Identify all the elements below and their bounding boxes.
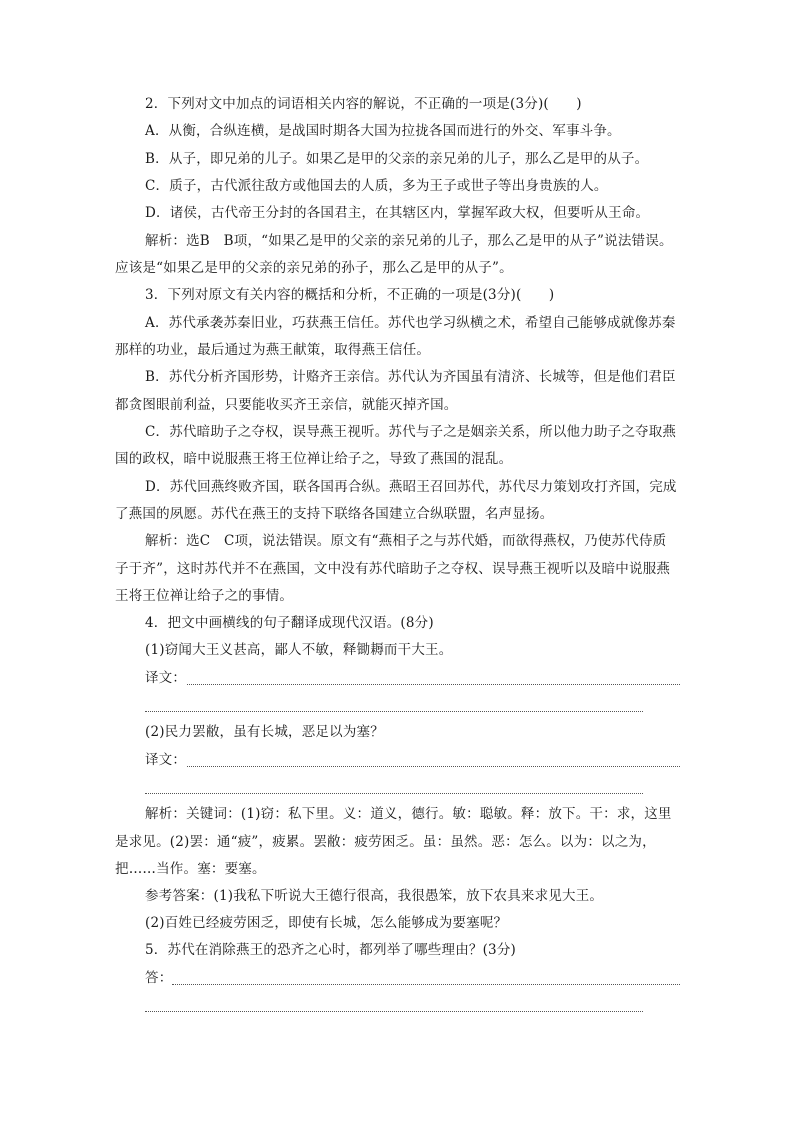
- q4-answer-line-1b[interactable]: [145, 711, 643, 712]
- q2-stem: 2．下列对文中加点的词语相关内容的解说，不正确的一项是(3分)( ): [145, 96, 582, 112]
- q3-analysis-line-1: 解析：选C C项，说法错误。原文有“燕相子之与苏代婚，而欲得燕权，乃使苏代侍质: [145, 533, 667, 549]
- q3-option-c-line-1: C．苏代暗助子之夺权，误导燕王视听。苏代与子之是姻亲关系，所以他力助子之夺取燕: [145, 424, 677, 440]
- q2-analysis-line-2: 应该是“如果乙是甲的父亲的亲兄弟的孙子，那么乙是甲的从子”。: [115, 260, 513, 276]
- q5-answer-label: 答：: [145, 970, 173, 986]
- q3-stem: 3．下列对原文有关内容的概括和分析，不正确的一项是(3分)( ): [145, 287, 555, 303]
- q2-analysis-line-1: 解析：选B B项，“如果乙是甲的父亲的亲兄弟的儿子，那么乙是甲的从子”说法错误。: [145, 233, 673, 249]
- q4-analysis-line-2: 是求见。(2)罢：通“疲”，疲累。罢敝：疲劳困乏。虽：虽然。恶：怎么。以为：以之为，: [115, 834, 656, 850]
- q2-option-b: B．从子，即兄弟的儿子。如果乙是甲的父亲的亲兄弟的儿子，那么乙是甲的从子。: [145, 151, 649, 167]
- q3-analysis-line-3: 王将王位禅让给子之的事情。: [115, 588, 294, 604]
- q4-reference-answer-1: 参考答案：(1)我私下听说大王德行很高，我很愚笨，放下农具来求见大王。: [145, 888, 604, 904]
- q4-sentence-2: (2)民力罢敝，虽有长城，恶足以为塞？: [145, 724, 384, 740]
- q5-answer-line-1[interactable]: [172, 984, 680, 985]
- q3-analysis-line-2: 子于齐”，这时苏代并不在燕国，文中没有苏代暗助子之夺权、误导燕王视听以及暗中说服燕: [115, 561, 671, 577]
- q4-answer-line-2a[interactable]: [187, 766, 680, 767]
- q4-translation-label-1: 译文：: [145, 670, 187, 686]
- q4-stem: 4．把文中画横线的句子翻译成现代汉语。(8分): [145, 615, 434, 631]
- q2-option-c: C．质子，古代派往敌方或他国去的人质，多为王子或世子等出身贵族的人。: [145, 178, 608, 194]
- q4-analysis-line-3: 把……当作。塞：要塞。: [115, 861, 266, 877]
- q2-option-a: A．从衡，合纵连横，是战国时期各大国为拉拢各国而进行的外交、军事斗争。: [145, 123, 621, 139]
- q4-reference-answer-2: (2)百姓已经疲劳困乏，即使有长城，怎么能够成为要塞呢？: [145, 915, 508, 931]
- q4-answer-line-2b[interactable]: [145, 793, 643, 794]
- q2-option-d: D．诸侯，古代帝王分封的各国君主，在其辖区内，掌握军政大权，但要听从王命。: [145, 205, 650, 221]
- q5-stem: 5．苏代在消除燕王的恐齐之心时，都列举了哪些理由？(3分): [145, 942, 517, 958]
- q3-option-b-line-1: B．苏代分析齐国形势，计赂齐王亲信。苏代认为齐国虽有清济、长城等，但是他们君臣: [145, 369, 676, 385]
- q3-option-d-line-1: D．苏代回燕终败齐国，联各国再合纵。燕昭王召回苏代，苏代尽力策划攻打齐国，完成: [145, 479, 677, 495]
- q5-answer-line-2[interactable]: [145, 1011, 643, 1012]
- q4-sentence-1: (1)窃闻大王义甚高，鄙人不敏，释锄耨而干大王。: [145, 642, 453, 658]
- q3-option-d-line-2: 了燕国的夙愿。苏代在燕王的支持下联络各国建立合纵联盟，名声显扬。: [115, 506, 554, 522]
- q3-option-b-line-2: 都贪图眼前利益，只要能收买齐王亲信，就能灭掉齐国。: [115, 397, 458, 413]
- q4-analysis-line-1: 解析：关键词：(1)窃：私下里。义：道义，德行。敏：聪敏。释：放下。干：求，这里: [145, 806, 672, 822]
- q3-option-c-line-2: 国的政权，暗中说服燕王将王位禅让给子之，导致了燕国的混乱。: [115, 451, 513, 467]
- q3-option-a-line-2: 那样的功业，最后通过为燕王献策，取得燕王信任。: [115, 342, 431, 358]
- q4-answer-line-1a[interactable]: [187, 684, 680, 685]
- q4-translation-label-2: 译文：: [145, 752, 187, 768]
- q3-option-a-line-1: A．苏代承袭苏秦旧业，巧获燕王信任。苏代也学习纵横之术，希望自己能够成就像苏秦: [145, 315, 676, 331]
